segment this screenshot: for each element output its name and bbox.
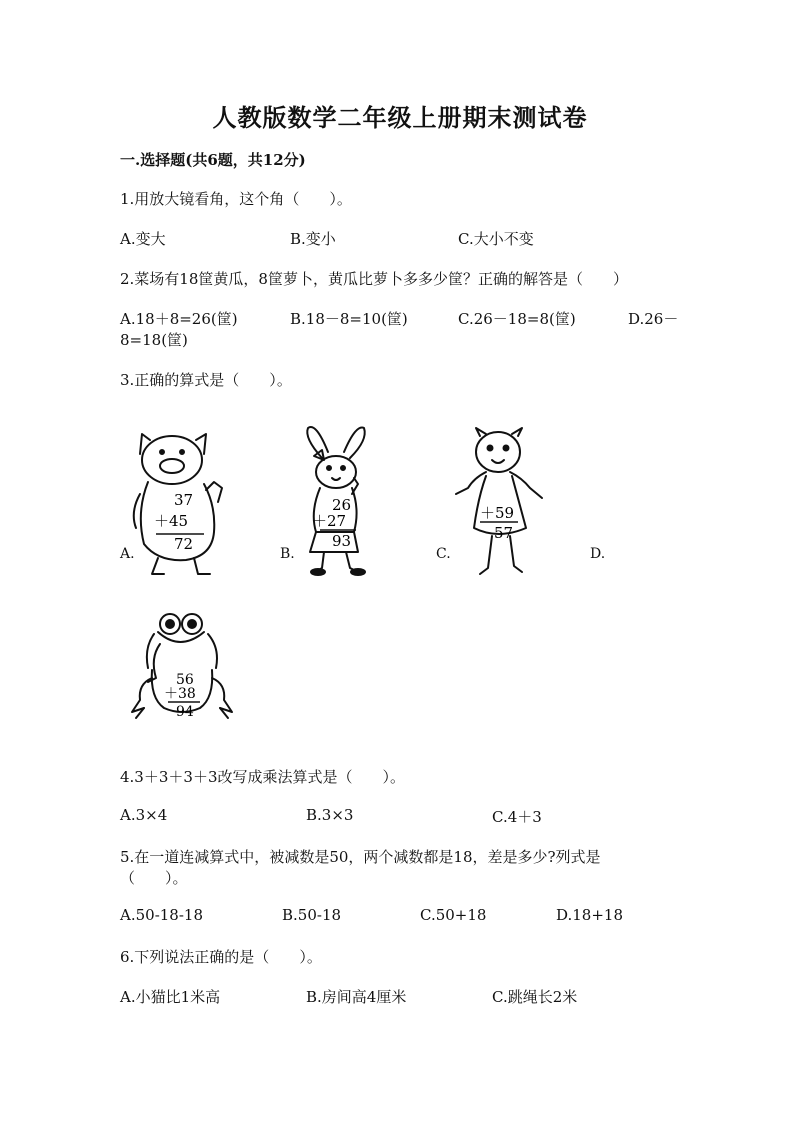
question-5-option-b[interactable]: B.50-18 xyxy=(282,906,342,924)
question-2-option-b[interactable]: B.18－8=10(筐) xyxy=(290,310,408,328)
question-1-option-c[interactable]: C.大小不变 xyxy=(458,230,534,248)
rabbit-illustration xyxy=(296,422,376,582)
frog-illustration xyxy=(130,608,234,724)
section-heading: 一.选择题(共6题，共12分) xyxy=(120,151,306,169)
question-2-option-c[interactable]: C.26－18=8(筐) xyxy=(458,310,576,328)
question-5-stem: 5.在一道连减算式中，被减数是50，两个减数都是18，差是多少?列式是 xyxy=(120,848,601,866)
pig-top-number: 37 xyxy=(174,491,194,509)
frog-top-number: 56 xyxy=(176,672,194,688)
question-6-stem: 6.下列说法正确的是（ ）。 xyxy=(120,948,322,966)
cat-result-number: 57 xyxy=(494,524,514,542)
question-4-stem: 4.3＋3＋3＋3改写成乘法算式是（ ）。 xyxy=(120,768,405,786)
question-3-stem: 3.正确的算式是（ ）。 xyxy=(120,371,292,389)
question-3-option-b[interactable]: B. xyxy=(280,546,295,562)
frog-result-number: 94 xyxy=(176,704,194,720)
question-5-option-a[interactable]: A.50-18-18 xyxy=(120,906,203,924)
question-5-option-c[interactable]: C.50+18 xyxy=(420,906,487,924)
question-5-option-d[interactable]: D.18+18 xyxy=(556,906,624,924)
question-1-option-a[interactable]: A.变大 xyxy=(120,230,166,248)
cat-bottom-number: ＋59 xyxy=(480,504,515,522)
question-2-option-d[interactable]: D.26－ xyxy=(628,310,679,328)
question-4-option-c[interactable]: C.4＋3 xyxy=(492,808,542,826)
cat-illustration xyxy=(452,428,548,580)
rabbit-bottom-number: ＋27 xyxy=(312,512,347,530)
rabbit-result-number: 93 xyxy=(332,532,352,550)
question-2-option-d-continued: 8=18(筐) xyxy=(120,331,188,349)
question-2-option-a[interactable]: A.18＋8=26(筐) xyxy=(120,310,238,328)
question-6-option-a[interactable]: A.小猫比1米高 xyxy=(120,988,221,1006)
question-1-option-b[interactable]: B.变小 xyxy=(290,230,336,248)
rabbit-top-number: 26 xyxy=(332,496,352,514)
question-5-stem-continued: （ ）。 xyxy=(120,869,188,887)
pig-illustration xyxy=(128,432,228,580)
frog-bottom-number: ＋38 xyxy=(164,686,196,702)
question-3-option-d[interactable]: D. xyxy=(590,546,606,562)
pig-bottom-number: ＋45 xyxy=(154,512,189,530)
question-6-option-b[interactable]: B.房间高4厘米 xyxy=(306,988,407,1006)
question-2-stem: 2.菜场有18筐黄瓜，8筐萝卜，黄瓜比萝卜多多少筐？正确的解答是（ ） xyxy=(120,270,628,288)
question-1-stem: 1.用放大镜看角，这个角（ ）。 xyxy=(120,190,352,208)
question-6-option-c[interactable]: C.跳绳长2米 xyxy=(492,988,578,1006)
question-4-option-b[interactable]: B.3×3 xyxy=(306,806,354,824)
question-4-option-a[interactable]: A.3×4 xyxy=(120,806,168,824)
page-title: 人教版数学二年级上册期末测试卷 xyxy=(212,103,588,132)
pig-result-number: 72 xyxy=(174,535,194,553)
question-3-option-a[interactable]: A. xyxy=(120,546,135,562)
question-3-option-c[interactable]: C. xyxy=(436,546,451,562)
